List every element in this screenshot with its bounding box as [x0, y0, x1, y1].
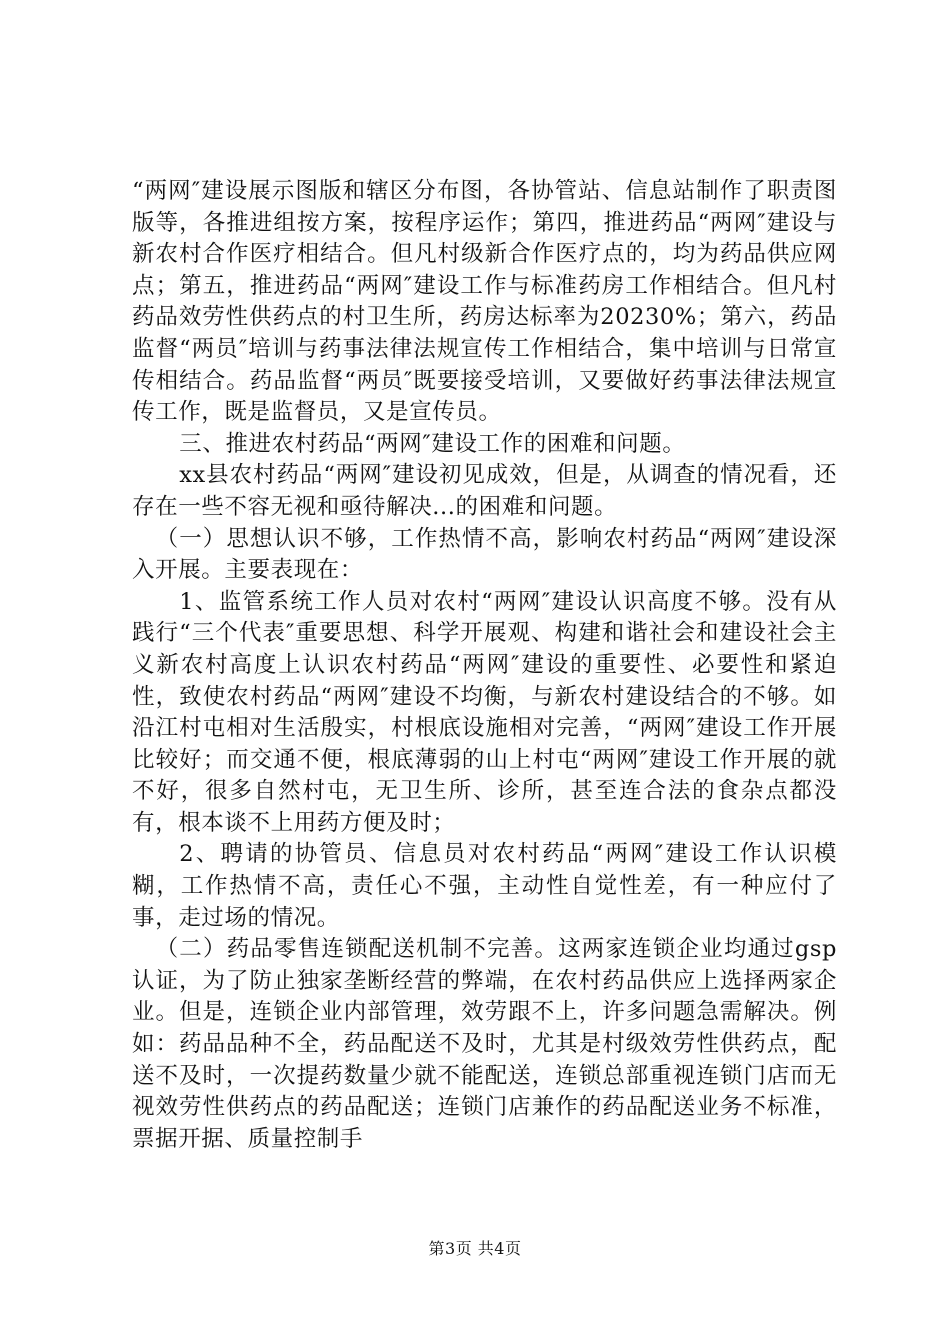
subsection-heading-2: （二）药品零售连锁配送机制不完善。这两家连锁企业均通过gsp认证，为了防止独家垄断经营的弊端，在农村药品供应上选择两家企业。但是，连锁企业内部管理，效劳跟不上，许多问题急需解决。例如：药品品种不全，药品配送不及时，尤其是村级效劳性供药点，配送不及时，一次提药数量少就不能配送，连锁总部重视连锁门店而无视效劳性供药点的药品配送；连锁门店兼作的药品配送业务不标准，票据开据、质量控制手	[132, 936, 837, 1152]
paragraph-intro: xx县农村药品“两网″建设初见成效，但是，从调查的情况看，还存在一些不容无视和亟待解决...的困难和问题。	[132, 462, 837, 520]
page-number: 第3页 共4页	[428, 1239, 522, 1258]
page-footer	[0, 1236, 950, 1259]
paragraph-continuation: “两网″建设展示图版和辖区分布图，各协管站、信息站制作了职责图版等，各推进组按方案，按程序运作；第四，推进药品“两网″建设与新农村合作医疗相结合。但凡村级新合作医疗点的，均为药品供应网点；第五，推进药品“两网″建设工作与标准药房工作相结合。但凡村药品效劳性供药点的村卫生所，药房达标率为20230%；第六，药品监督“两员″培训与药事法律法规宣传工作相结合，集中培训与日常宣传相结合。药品监督“两员″既要接受培训，又要做好药事法律法规宣传工作，既是监督员，又是宣传员。	[132, 178, 837, 426]
subsection-heading-1: （一）思想认识不够，工作热情不高，影响农村药品“两网″建设深入开展。主要表现在：	[132, 525, 837, 584]
section-heading: 三、推进农村药品“两网″建设工作的困难和问题。	[179, 430, 686, 457]
paragraph-item-1: 1、监管系统工作人员对农村“两网″建设认识高度不够。没有从践行“三个代表″重要思想、科学开展观、构建和谐社会和建设社会主义新农村高度上认识农村药品“两网″建设的重要性、必要性和紧迫性，致使农村药品“两网″建设不均衡，与新农村建设结合的不够。如沿江村屯相对生活殷实，村根底设施相对完善，“两网″建设工作开展比较好；而交通不便，根底薄弱的山上村屯“两网″建设工作开展的就不好，很多自然村屯，无卫生所、诊所，甚至连合法的食杂点都没有，根本谈不上用药方便及时；	[132, 588, 837, 836]
paragraph-item-2: 2、聘请的协管员、信息员对农村药品“两网″建设工作认识模糊，工作热情不高，责任心不强，主动性自觉性差，有一种应付了事，走过场的情况。	[132, 841, 837, 931]
document-body	[132, 176, 837, 1155]
